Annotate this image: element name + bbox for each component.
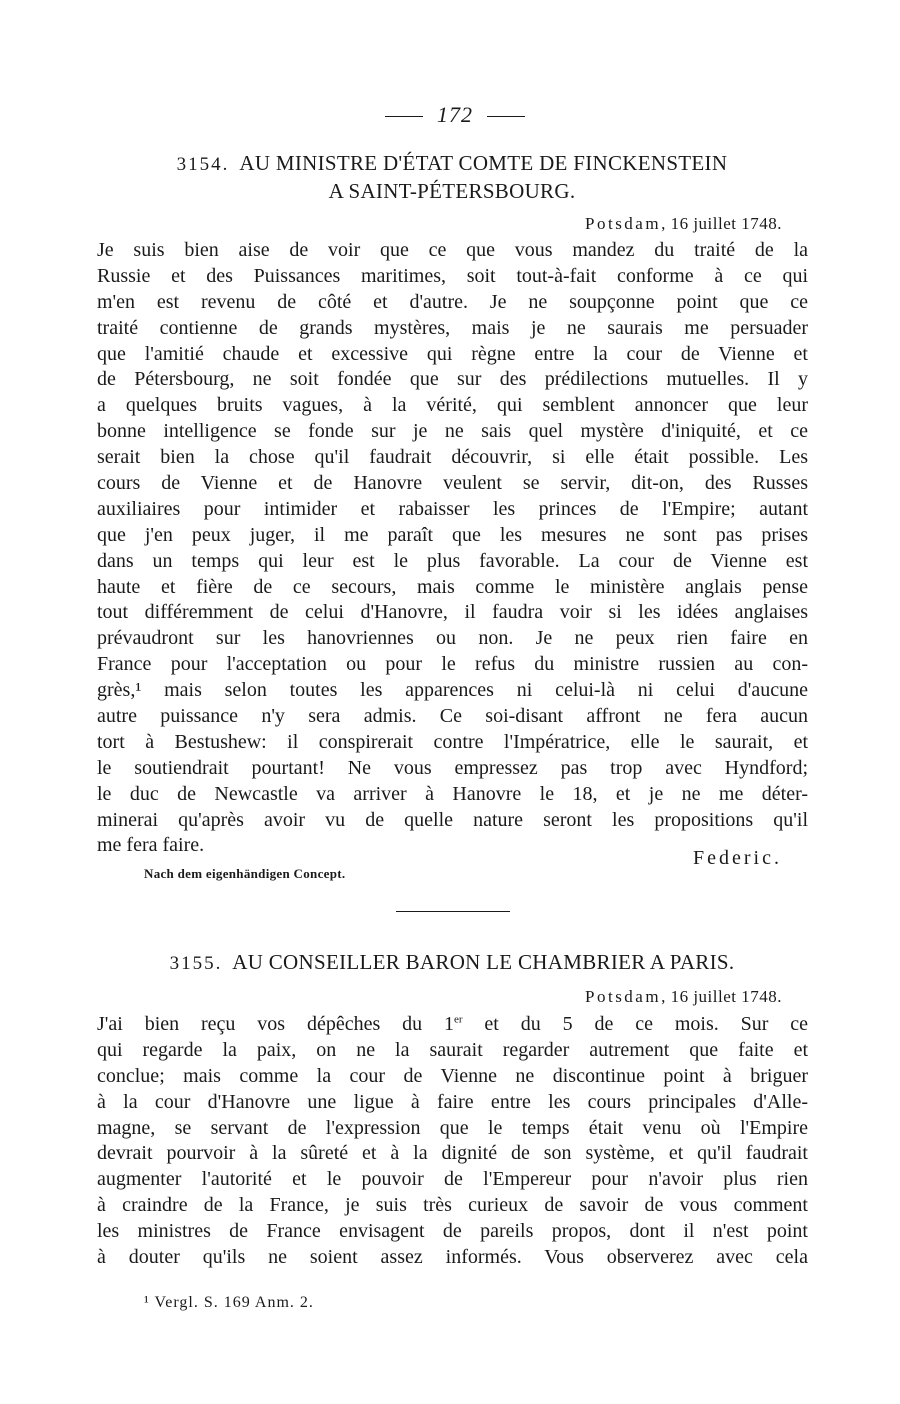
text-line: que j'en peux juger, il me paraît que les mesures ne sont pas prises — [97, 523, 808, 546]
letter-heading-3155 — [96, 949, 808, 977]
signature: Federic. — [693, 847, 782, 869]
text-line: serait bien la chose qu'il faudrait découvrir, si elle était possible. Les — [97, 446, 808, 469]
text-line: autre puissance n'y sera admis. Ce soi-disant affront ne fera aucun — [97, 705, 808, 728]
text-line: France pour l'acceptation ou pour le refus du ministre russien au con- — [97, 653, 808, 676]
text-line: a quelques bruits vagues, à la vérité, qui semblent annoncer que leur — [97, 394, 808, 417]
dateline-date: , 16 juillet 1748. — [661, 987, 782, 1006]
text-line: à douter qu'ils ne soient assez informés. Vous observerez avec cela — [97, 1246, 808, 1269]
page-number-dash-left — [385, 116, 423, 117]
page-number — [0, 102, 900, 128]
dateline-3155 — [585, 987, 782, 1007]
text-line: de Pétersbourg, ne soit fondée que sur des prédilections mutuelles. Il y — [97, 368, 808, 391]
letter-heading-line2: A SAINT-PÉTERSBOURG. — [328, 179, 576, 203]
letter-number: 3155. — [169, 953, 223, 974]
letter-heading-line1: AU MINISTRE D'ÉTAT COMTE DE FINCKENSTEIN — [239, 151, 728, 175]
text-line: tort à Bestushew: il conspirerait contre l'Impératrice, elle le saurait, et — [97, 730, 808, 753]
section-separator — [396, 911, 510, 912]
text-line: J'ai bien reçu vos dépêches du 1er et du 5 de ce mois. Sur ce — [97, 1013, 809, 1035]
text-line: que l'amitié chaude et excessive qui règne entre la cour de Vienne et — [97, 342, 808, 365]
page-number-dash-right — [487, 116, 525, 117]
text-line: prévaudront sur les hanovriennes ou non. Je ne peux rien faire en — [97, 627, 808, 650]
text-line: à craindre de la France, je suis très curieux de savoir de vous comment — [97, 1194, 808, 1217]
text-line: me fera faire. — [97, 834, 205, 857]
text-line: haute et fière de ce secours, mais comme le ministère anglais pense — [97, 575, 808, 598]
text-line: à la cour d'Hanovre une ligue à faire entre les cours principales d'Alle- — [97, 1090, 808, 1113]
text-line: bonne intelligence se fonde sur je ne sais quel mystère d'iniquité, et ce — [97, 420, 808, 443]
dateline-place: Potsdam — [585, 214, 662, 233]
source-note: Nach dem eigenhändigen Concept. — [144, 866, 346, 881]
text-line: Je suis bien aise de voir que ce que vous mandez du traité de la — [97, 239, 808, 261]
text-line: devrait pourvoir à la sûreté et à la dignité de son système, et qu'il faudrait — [97, 1142, 808, 1165]
text-line: cours de Vienne et de Hanovre veulent se servir, dit-on, des Russes — [97, 472, 808, 495]
dateline-date: , 16 juillet 1748. — [661, 214, 782, 233]
text-line: qui regarde la paix, on ne la saurait regarder autrement que faite et — [97, 1038, 808, 1061]
text-line: dans un temps qui leur est le plus favorable. La cour de Vienne est — [97, 549, 808, 572]
letter-body-3155 — [97, 1012, 808, 1271]
text-line: conclue; mais comme la cour de Vienne ne discontinue point à briguer — [97, 1064, 808, 1087]
footnote: ¹ Vergl. S. 169 Anm. 2. — [144, 1294, 314, 1311]
letter-body-3154 — [97, 238, 808, 859]
page-number-text: 172 — [437, 102, 473, 127]
text-line: les ministres de France envisagent de pareils propos, dont il n'est point — [97, 1220, 808, 1243]
letter-heading-line1: AU CONSEILLER BARON LE CHAMBRIER A PARIS. — [232, 950, 735, 974]
dateline-3154 — [585, 214, 782, 234]
letter-heading-3154 — [96, 150, 808, 204]
dateline-place: Potsdam — [585, 987, 662, 1006]
text-line: m'en est revenu de côté et d'autre. Je ne soupçonne point que ce — [97, 290, 808, 313]
text-line: tout différemment de celui d'Hanovre, il faudra voir si les idées anglaises — [97, 601, 808, 624]
text-line: magne, se servant de l'expression que le temps était venu où l'Empire — [97, 1116, 808, 1139]
letter-number: 3154. — [176, 154, 230, 175]
text-line: auxiliaires pour intimider et rabaisser les princes de l'Empire; autant — [97, 497, 808, 520]
text-line: grès,¹ mais selon toutes les apparences ni celui-là ni celui d'aucune — [97, 679, 808, 702]
text-line: le soutiendrait pourtant! Ne vous empressez pas trop avec Hyndford; — [97, 756, 808, 779]
text-line: traité contienne de grands mystères, mais je ne saurais me persuader — [97, 316, 808, 339]
text-line: minerai qu'après avoir vu de quelle nature seront les propositions qu'il — [97, 808, 808, 831]
text-line: Russie et des Puissances maritimes, soit tout-à-fait conforme à ce qui — [97, 264, 808, 287]
text-line: le duc de Newcastle va arriver à Hanovre le 18, et je ne me déter- — [97, 782, 808, 805]
text-line: augmenter l'autorité et le pouvoir de l'Empereur pour n'avoir plus rien — [97, 1168, 808, 1191]
